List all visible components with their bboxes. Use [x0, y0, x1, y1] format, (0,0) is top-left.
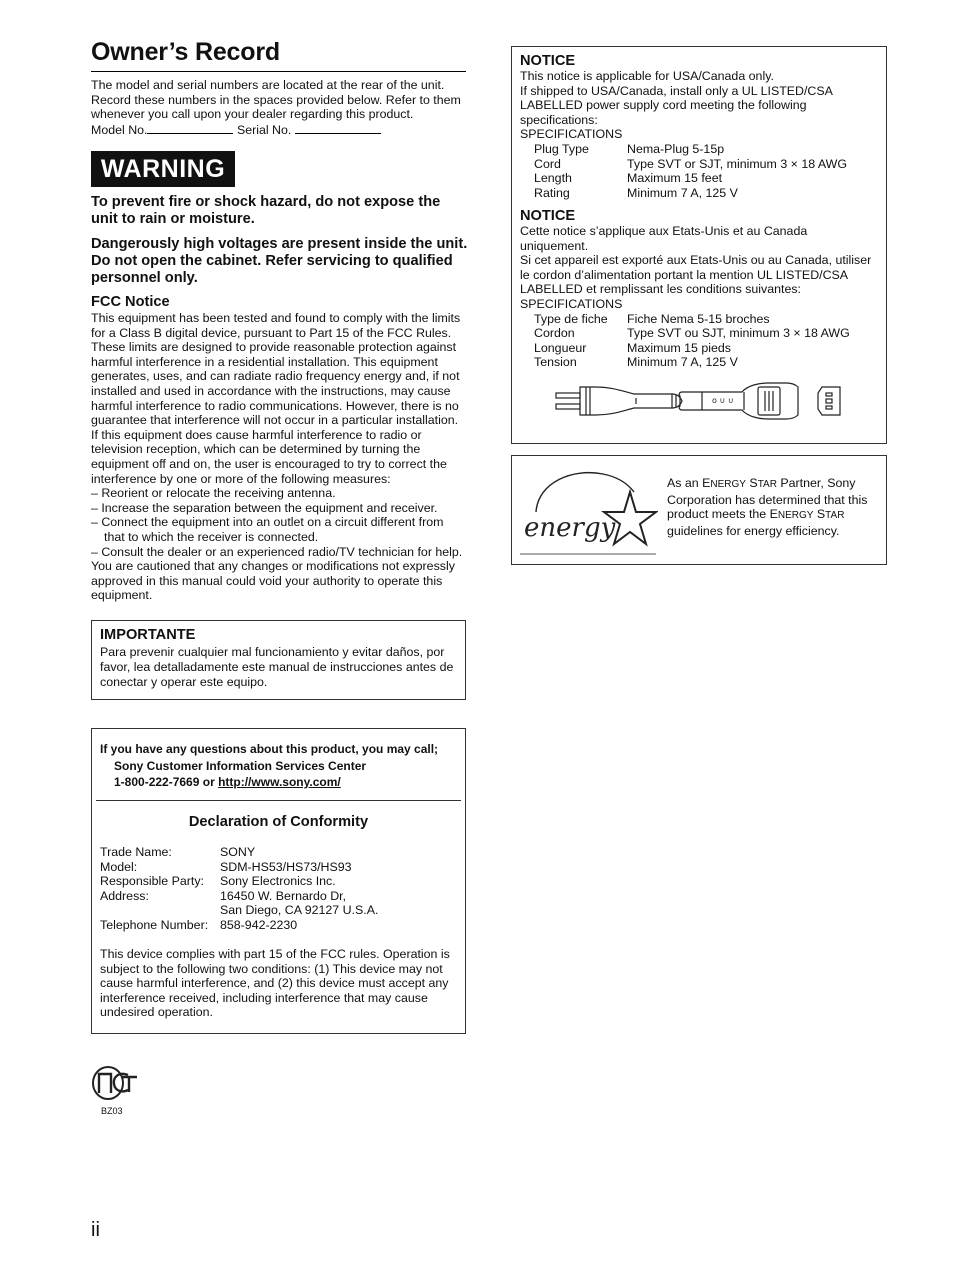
notice-line: LABELLED et remplissant les conditions suivantes:	[520, 282, 801, 297]
fcc-line: for a Class B digital device, pursuant to Part 15 of the FCC Rules.	[91, 325, 452, 340]
spec-key: Cord	[534, 156, 561, 171]
fcc-notice-body	[91, 311, 469, 603]
spec-table	[520, 142, 847, 200]
energy-brand-s: S	[745, 476, 758, 490]
fcc-line: installed and used in accordance with the instructions, may cause	[91, 383, 451, 398]
energy-logo-text: energy	[524, 513, 616, 543]
notice-line: SPECIFICATIONS	[520, 127, 623, 142]
fcc-line: approved in this manual could void your authority to operate this	[91, 573, 443, 588]
warning-paragraph: To prevent fire or shock hazard, do not expose the unit to rain or moisture.	[91, 194, 441, 227]
fcc-line: You are cautioned that any changes or modifications not expressly	[91, 559, 455, 574]
declaration-row	[100, 918, 378, 933]
energy-brand-e: E	[702, 476, 711, 490]
contact-declaration-box	[91, 728, 466, 1034]
spec-row	[520, 312, 850, 327]
energy-brand-tar: TAR	[757, 479, 777, 490]
declaration-row	[100, 874, 378, 889]
spec-key: Plug Type	[534, 141, 589, 156]
fcc-line: These limits are designed to provide reasonable protection against	[91, 340, 457, 355]
fcc-notice-title: FCC Notice	[91, 294, 170, 310]
notice-box	[511, 46, 887, 444]
declaration-value: Sony Electronics Inc.	[220, 874, 336, 889]
power-cord-illustration	[552, 381, 852, 421]
notice-line: SPECIFICATIONS	[520, 296, 623, 311]
owners-line: Record these numbers in the spaces provided below. Refer to them	[91, 92, 461, 107]
notice-line: Cette notice s’applique aux Etats-Unis et au Canada	[520, 224, 808, 238]
energy-brand-nergy: NERGY	[777, 510, 814, 522]
fcc-bullet: – Reorient or relocate the receiving antenna.	[91, 486, 336, 501]
declaration-value: SDM-HS53/HS73/HS93	[220, 859, 352, 874]
spec-value: Fiche Nema 5-15 broches	[627, 311, 770, 326]
fcc-line: interference by one or more of the following measures:	[91, 471, 391, 486]
contact-line: If you have any questions about this product, you may call;	[100, 742, 439, 756]
declaration-title: Declaration of Conformity	[188, 814, 369, 830]
declaration-value: SONY	[220, 845, 256, 859]
spec-row	[520, 157, 847, 172]
declaration-row	[100, 903, 378, 918]
declaration-key	[100, 903, 220, 918]
spec-key: Length	[534, 171, 572, 186]
spec-key: Rating	[534, 185, 570, 200]
notice-line: le cordon d’alimentation portant la mention UL LISTED/CSA	[520, 267, 849, 282]
fcc-line: harmful interference in a residential installation. This equipment	[91, 354, 438, 369]
notice-french	[520, 208, 882, 370]
spec-key: Longueur	[534, 340, 587, 355]
declaration-table	[100, 845, 378, 933]
spec-value: Type SVT or SJT, minimum 3 × 18 AWG	[627, 156, 848, 171]
fcc-bullet-continuation: that to which the receiver is connected.	[104, 529, 319, 544]
energy-text-part: guidelines for energy efficiency.	[667, 523, 840, 538]
energy-brand-tar: TAR	[825, 510, 845, 522]
owners-line: The model and serial numbers are located at the rear of the unit.	[91, 78, 445, 92]
declaration-value: 16450 W. Bernardo Dr,	[220, 888, 347, 903]
record-fields	[91, 122, 469, 138]
fcc-line: If this equipment does cause harmful interference to radio or	[91, 427, 422, 442]
energy-text-part: Partner, Sony Corporation has determined that this product meets the	[667, 476, 868, 522]
spec-key: Type de fiche	[534, 311, 608, 326]
sony-website-link[interactable]: http://www.sony.com/	[218, 775, 341, 789]
declaration-row	[100, 860, 378, 875]
notice-line: specifications:	[520, 112, 598, 127]
fcc-bullet: – Consult the dealer or an experienced radio/TV technician for help.	[91, 544, 463, 559]
energy-brand-nergy: NERGY	[710, 479, 746, 490]
declaration-value: 858-942-2230	[220, 917, 298, 932]
declaration-key: Trade Name:	[100, 845, 172, 859]
spec-row	[520, 355, 850, 370]
declaration-row	[100, 889, 378, 904]
contact-phone	[100, 774, 464, 791]
owners-record-title: Owner’s Record	[91, 38, 280, 66]
importante-title: IMPORTANTE	[100, 627, 196, 643]
spec-value: Minimum 7 A, 125 V	[627, 355, 738, 370]
fcc-bullet: – Connect the equipment into an outlet on a circuit different from	[91, 515, 444, 530]
fcc-line: television reception, which can be determined by turning the	[91, 442, 421, 457]
fcc-line: harmful interference to radio communications. However, there is no	[91, 398, 459, 413]
spec-value: Nema-Plug 5-15p	[627, 141, 725, 156]
notice-title: NOTICE	[520, 208, 576, 224]
spec-value: Minimum 7 A, 125 V	[627, 185, 738, 200]
notice-english	[520, 53, 882, 200]
energy-brand-s: S	[813, 507, 826, 522]
gost-code: BZ03	[101, 1106, 123, 1116]
phone-number: 1-800-222-7669 or	[114, 775, 219, 789]
model-no-label: Model No.	[91, 122, 148, 137]
spec-value: Maximum 15 feet	[627, 171, 723, 186]
notice-title: NOTICE	[520, 53, 576, 69]
spec-table	[520, 312, 850, 370]
energy-brand-e: E	[769, 507, 778, 522]
declaration-key: Address:	[100, 888, 149, 903]
warning-paragraph: Dangerously high voltages are present inside the unit. Do not open the cabinet. Refer servicing to qualified personnel only.	[91, 236, 468, 286]
declaration-key: Model:	[100, 859, 138, 874]
spec-key: Tension	[534, 355, 577, 370]
fcc-line: equipment off and on, the user is encouraged to try to correct the	[91, 456, 447, 471]
spec-row	[520, 171, 847, 186]
spec-key: Cordon	[534, 326, 575, 341]
gost-certification-icon	[91, 1065, 139, 1101]
section-divider	[96, 800, 461, 801]
declaration-key: Telephone Number:	[100, 917, 209, 932]
page-number: ii	[91, 1219, 100, 1241]
notice-line: uniquement.	[520, 238, 589, 253]
declaration-value: San Diego, CA 92127 U.S.A.	[220, 903, 379, 918]
notice-line: Si cet appareil est exporté aux Etats-Unis ou au Canada, utiliser	[520, 253, 872, 268]
spec-row	[520, 341, 850, 356]
warning-label: WARNING	[91, 151, 235, 187]
spec-row	[520, 142, 847, 157]
owners-record-text	[91, 78, 469, 137]
owners-line: whenever you call upon your dealer regarding this product.	[91, 107, 414, 122]
fcc-line: This equipment has been tested and found to comply with the limits	[91, 311, 461, 325]
importante-text: Para prevenir cualquier mal funcionamiento y evitar daños, por favor, lea detalladamente este manual de instrucciones antes de conectar y operar este equipo.	[100, 645, 454, 689]
notice-line: LABELLED power supply cord meeting the following	[520, 98, 807, 113]
energy-text-part: As an	[667, 476, 703, 490]
declaration-paragraph: This device complies with part 15 of the FCC rules. Operation is subject to the following two conditions: (1) This device may not cause harmful interference, and (2) this device must accept any interference received, including interference that may cause undesired operation.	[100, 947, 450, 1020]
spec-row	[520, 326, 850, 341]
energy-star-text	[667, 476, 882, 538]
energy-star-box	[511, 455, 887, 565]
contact-center: Sony Customer Information Services Center	[114, 758, 367, 773]
model-no-blank	[147, 122, 233, 134]
declaration-key: Responsible Party:	[100, 874, 204, 889]
fcc-line: guarantee that interference will not occur in a particular installation.	[91, 413, 459, 428]
title-divider	[91, 71, 466, 72]
fcc-line: equipment.	[91, 588, 153, 603]
svg-text:o ∪ ∪: o ∪ ∪	[712, 396, 734, 405]
energy-star-logo-icon	[518, 462, 658, 558]
notice-line: If shipped to USA/Canada, install only a UL LISTED/CSA	[520, 83, 833, 98]
notice-line: This notice is applicable for USA/Canada only.	[520, 69, 774, 83]
spec-value: Maximum 15 pieds	[627, 340, 731, 355]
spec-value: Type SVT ou SJT, minimum 3 × 18 AWG	[627, 326, 850, 341]
fcc-line: generates, uses, and can radiate radio frequency energy and, if not	[91, 369, 460, 384]
importante-box	[91, 620, 466, 700]
declaration-row	[100, 845, 378, 860]
fcc-bullet: – Increase the separation between the equipment and receiver.	[91, 500, 438, 515]
serial-no-blank	[295, 122, 381, 134]
spec-row	[520, 186, 847, 201]
contact-info	[100, 741, 464, 791]
serial-no-label: Serial No.	[236, 122, 292, 137]
